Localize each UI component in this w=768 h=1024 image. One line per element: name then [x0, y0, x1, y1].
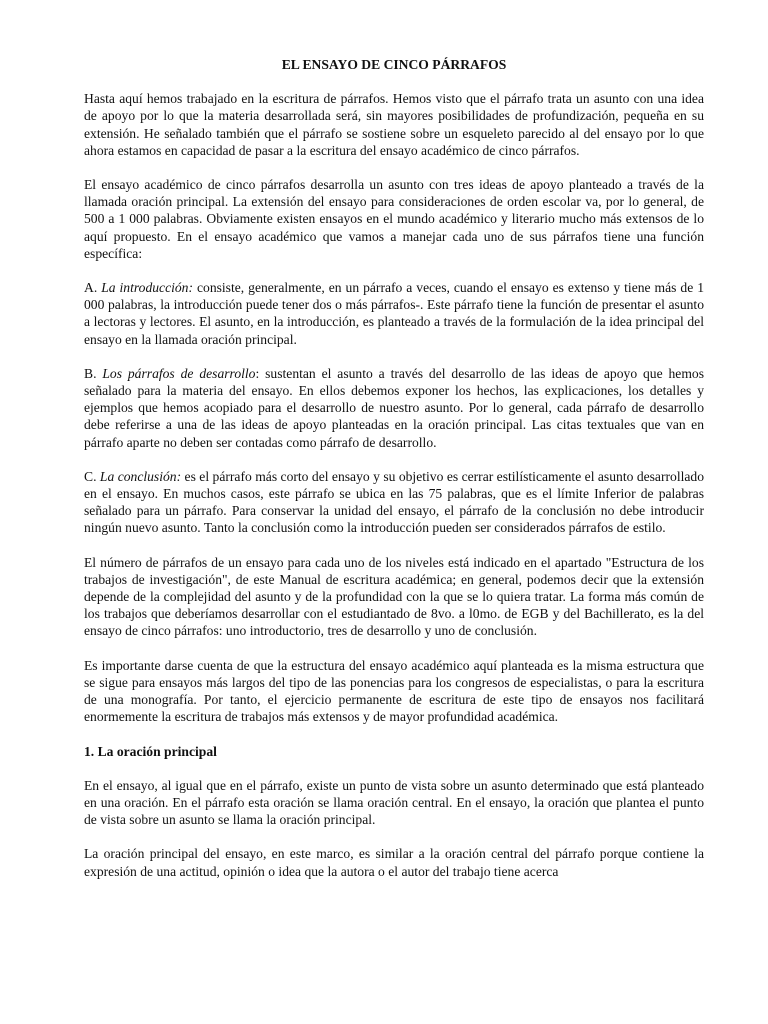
paragraph-main-sentence: En el ensayo, al igual que en el párrafo, existe un punto de vista sobre un asunto determinado que está planteado en una oración. En el párrafo esta oración se llama oración central. En el ensayo, la oración que plantea el punto de vista sobre un asunto se llama la oración principal.	[84, 777, 704, 828]
document-page	[84, 56, 704, 897]
paragraph-development	[84, 365, 704, 451]
item-prefix: B.	[84, 365, 103, 381]
document-title: EL ENSAYO DE CINCO PÁRRAFOS	[281, 57, 507, 72]
paragraph-intro: Hasta aquí hemos trabajado en la escritura de párrafos. Hemos visto que el párrafo trata un asunto con una idea de apoyo por lo que la materia desarrollada será, sin mayores posibilidades de profundización, pequeña en su extensión. He señalado también que el párrafo se sostiene sobre un esqueleto parecido al del ensayo por lo que ahora estamos en capacidad de pasar a la escritura del ensayo académico de cinco párrafos.	[84, 91, 704, 158]
paragraph-structure-importance: Es importante darse cuenta de que la estructura del ensayo académico aquí planteada es la misma estructura que se sigue para ensayos más largos del tipo de las ponencias para los congresos de especialistas, o para la escritura de una monografía. Por tanto, el ejercicio permanente de escritura de este tipo de ensayos nos facilitará enormemente la escritura de trabajos más extensos y de mayor profundidad académica.	[84, 657, 704, 725]
item-text: : sustentan el asunto a través del desarrollo de las ideas de apoyo que hemos señalado para la materia del ensayo. En ellos debemos exponer los hechos, las explicaciones, los detalles y ejemplos que hemos acopiado para el desarrollo de nuestro asunto. Por lo general, cada párrafo de desarrollo debe referirse a una de las ideas de apoyo planteadas en la oración principal. Las citas textuales que van en párrafo aparte no deben ser contadas como párrafo de desarrollo.	[84, 365, 704, 450]
item-label: La introducción:	[101, 280, 194, 296]
item-text: es el párrafo más corto del ensayo y su objetivo es cerrar estilísticamente el asunto desarrollado en el ensayo. En muchos casos, este párrafo se ubica en las 75 palabras, que es el límite Inferior de palabras señalado para un párrafo. Para conservar la unidad del ensayo, el párrafo de la conclusión no debe introducir ningún nuevo asunto. Tanto la conclusión como la introducción pueden ser considerados párrafos de estilo.	[84, 468, 705, 536]
paragraph-conclusion	[84, 468, 704, 537]
paragraph-number-of-paragraphs: El número de párrafos de un ensayo para cada uno de los niveles está indicado en el apartado "Estructura de los trabajos de investigación", de este Manual de escritura académica; en general, podemos decir que la extensión depende de la complejidad del asunto y de la profundidad con la que se lo quiera tratar. La forma más común de los trabajos que deberíamos desarrollar con el estudiantado de 8vo. a l0mo. de EGB y del Bachillerato, es la del ensayo de cinco párrafos: uno introductorio, tres de desarrollo y uno de conclusión.	[84, 554, 704, 639]
item-prefix: A.	[84, 280, 102, 296]
paragraph-introduction	[84, 279, 704, 348]
item-label: Los párrafos de desarrollo	[102, 365, 256, 381]
paragraph-main-sentence-continued: La oración principal del ensayo, en este marco, es similar a la oración central del párrafo porque contiene la expresión de una actitud, opinión o idea que la autora o el autor del trabajo tiene acerca	[84, 846, 704, 879]
item-prefix: C.	[84, 468, 100, 484]
item-label: La conclusión:	[99, 468, 182, 484]
paragraph-five-paragraph-essay: El ensayo académico de cinco párrafos desarrolla un asunto con tres ideas de apoyo planteado a través de la llamada oración principal. La extensión del ensayo para consideraciones de orden escolar va, por lo general, de 500 a 1 000 palabras. Obviamente existen ensayos en el mundo académico y literario mucho más extensos de lo aquí propuesto. En el ensayo académico que vamos a manejar cada uno de sus párrafos tiene una función específica:	[84, 177, 704, 261]
section-heading: 1. La oración principal	[84, 743, 217, 759]
item-text: consiste, generalmente, en un párrafo a veces, cuando el ensayo es extenso y tiene más de 1 000 palabras, la introducción puede tener dos o más párrafos-. Este párrafo tiene la función de presentar el asunto a lectoras y lectores. El asunto, en la introducción, es planteado a través de la formulación de la idea principal del ensayo en la llamada oración principal.	[84, 280, 704, 347]
